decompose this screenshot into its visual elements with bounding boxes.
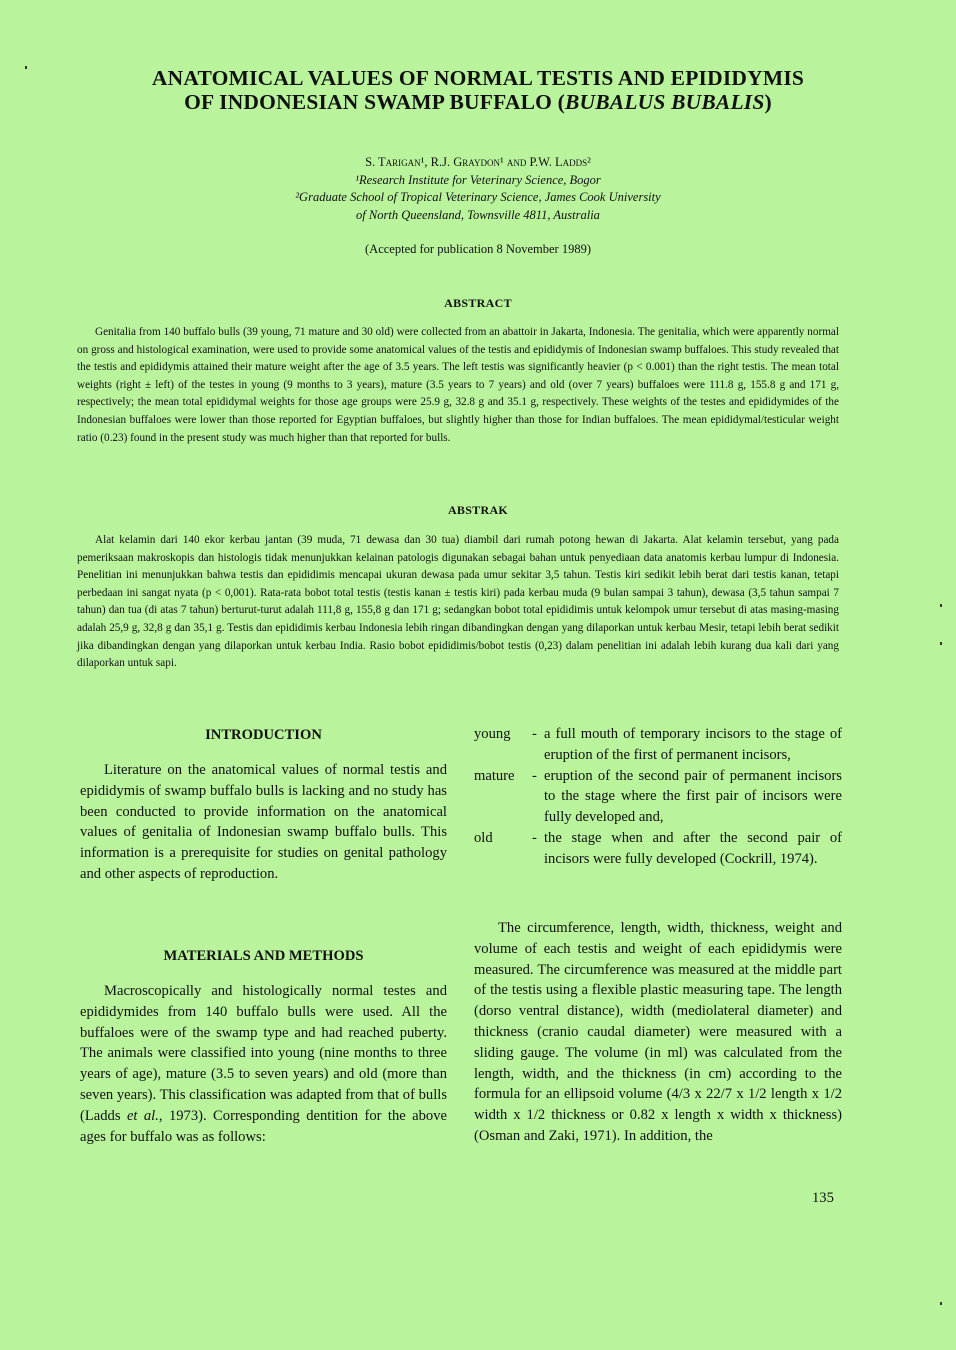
abstract-text: Genitalia from 140 buffalo bulls (39 young, 71 mature and 30 old) were collected from an abattoir in Jakarta, Indonesia. The genitalia, which were apparently normal on gross and histological examination, were used to provide some anatomical values of the testis and epididymis of Indonesian swamp buffaloes. This study revealed that the testis and epididymis attained their mature weight after the age of 3.5 years. The left testis was significantly heavier (p < 0.001) than the right testis. The mean total weights (right ± left) of the testes in young (9 months to 3 years), mature (3.5 years to 7 years) and old (over 7 years) buffaloes were 111.8 g, 155.8 g and 171 g, respectively; the mean total epididymal weights for those age groups were 25.9 g, 32.8 g and 35.1 g, respectively. These weights of the testes and epididymides of the Indonesian buffaloes were lower than those reported for Egyptian buffaloes, but slightly higher than those for Indian buffaloes. The mean epididymal/testicular weight ratio (0.23) found in the present study was much higher than that reported for bulls.	[77, 326, 839, 444]
dentition-dash: -	[532, 767, 537, 784]
affiliation-2b: of North Queensland, Townsville 4811, Australia	[356, 207, 600, 222]
introduction-body	[80, 760, 447, 885]
abstract-body	[77, 324, 839, 447]
affiliation-2a: ²Graduate School of Tropical Veterinary Science, James Cook University	[295, 190, 661, 204]
dentition-desc: the stage when and after the second pair of incisors were fully developed (Cockrill, 1974).	[544, 829, 842, 867]
measurements-text: The circumference, length, width, thickness, weight and volume of each testis and weight of each epididymis were measured. The circumference was measured at the middle part of the testis using a flexible plastic measuring tape. The length (dorso ventral distance), width (mediolateral diameter) and thickness (cranio caudal diameter) were measured with a sliding gauge. The volume (in ml) was calculated from the length, width, and the thickness (in cm) according to the formula for an ellipsoid volume (4/3 x 22/7 x 1/2 length x 1/2 width x 1/2 thickness or 0.82 x length x width x thickness) (Osman and Zaki, 1971). In addition, the	[474, 920, 842, 1144]
dentition-term: mature	[474, 767, 515, 784]
methods-body	[80, 981, 447, 1147]
abstract-heading: ABSTRACT	[444, 296, 512, 310]
methods-heading: MATERIALS AND METHODS	[163, 948, 364, 964]
dentition-dash: -	[532, 829, 537, 846]
scan-speck	[940, 1302, 942, 1305]
measurements-body	[474, 918, 842, 1147]
dentition-desc: a full mouth of temporary incisors to the stage of eruption of the first of permanent incisors,	[544, 726, 842, 763]
dentition-term: old	[474, 829, 493, 846]
introduction-text: Literature on the anatomical values of normal testis and epididymis of swamp buffalo bulls is lacking and no study has been conducted to provide information on the anatomical values of genitalia of Indonesian swamp buffalo bulls. This information is a prerequisite for studies on genital pathology and other aspects of reproduction.	[80, 762, 447, 882]
dentition-list	[474, 724, 842, 870]
dentition-item-young	[474, 724, 842, 766]
scan-speck	[25, 66, 27, 69]
dentition-dash: -	[532, 726, 537, 742]
dentition-item-old	[474, 828, 842, 870]
author-names: S. Tarigan¹, R.J. Graydon¹ and P.W. Ladds²	[365, 155, 591, 169]
title-line-1: ANATOMICAL VALUES OF NORMAL TESTIS AND EPIDIDYMIS	[151, 66, 805, 90]
paper-title	[60, 66, 896, 114]
dentition-term: young	[474, 726, 511, 742]
accepted-date: (Accepted for publication 8 November 1989)	[365, 242, 591, 256]
abstrak-heading: ABSTRAK	[447, 503, 509, 517]
scan-speck	[940, 604, 942, 607]
introduction-heading: INTRODUCTION	[205, 727, 322, 743]
methods-text: Macroscopically and histologically normal testes and epididymides from 140 buffalo bulls were used. All the buffaloes were of the swamp type and had reached puberty. The animals were classified into young (nine months to three years of age), mature (3.5 to seven years) and old (more than seven years). This classification was adapted from that of bulls (Ladds et al., 1973). Corresponding dentition for the above ages for buffalo was as follows:	[80, 983, 447, 1145]
abstrak-body	[77, 532, 839, 673]
dentition-desc: eruption of the second pair of permanent incisors to the stage where the first pair of incisors were fully developed and,	[544, 767, 842, 826]
author-block	[230, 154, 726, 224]
abstrak-text: Alat kelamin dari 140 ekor kerbau jantan (39 muda, 71 dewasa dan 30 tua) diambil dari rumah potong hewan di Jakarta. Alat kelamin tersebut, yang pada pemeriksaan makroskopis dan histologis tidak menunjukkan kelainan patologis digunakan sebagai bahan untuk penyediaan data anatomis kerbau lumpur di Indonesia. Penelitian ini menunjukkan bahwa testis dan epididimis mencapai ukuran dewasa pada umur sekitar 3,5 tahun. Testis kiri sedikit lebih berat dari testis kanan, tetapi perbedaan ini sangat nyata (p < 0,001). Rata-rata bobot total testis (testis kanan ± testis kiri) pada kerbau muda (9 bulan sampai 3 tahun), dewasa (3,5 tahun sampai 7 tahun) dan tua (di atas 7 tahun) berturut-turut adalah 111,8 g, 155,8 g dan 171 g; sedangkan bobot total epididimis untuk kelompok umur tersebut di atas masing-masing adalah 25,9 g, 32,8 g dan 35,1 g. Testis dan epididimis kerbau Indonesia lebih ringan dibandingkan dengan yang dilaporkan untuk kerbau Mesir, tetapi lebih berat sedikit jika dibandingkan dengan yang dilaporkan untuk kerbau India. Rasio bobot epididimis/bobot testis (0,23) dalam penelitian ini adalah lebih kurang dua kali dari yang dilaporkan untuk sapi.	[77, 534, 839, 670]
scan-speck	[940, 642, 942, 645]
dentition-item-mature	[474, 766, 842, 828]
affiliation-1: ¹Research Institute for Veterinary Science, Bogor	[355, 172, 601, 187]
page-number: 135	[812, 1190, 834, 1206]
title-line-2: OF INDONESIAN SWAMP BUFFALO (BUBALUS BUBALIS)	[184, 90, 772, 114]
